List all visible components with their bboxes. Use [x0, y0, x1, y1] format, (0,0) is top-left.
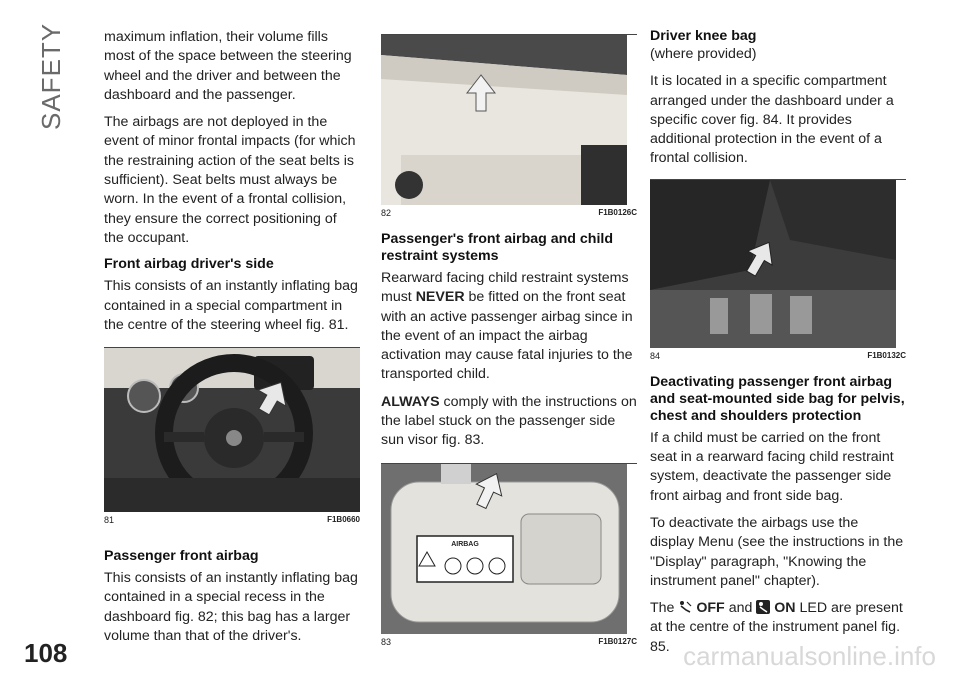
heading-driver-airbag: Front airbag driver's side — [104, 256, 274, 273]
steering-wheel-photo — [104, 348, 360, 512]
figure-81 — [104, 347, 360, 526]
page-number: 108 — [24, 638, 68, 668]
airbag-label-text: AIRBAG — [451, 540, 479, 548]
paragraph: This consists of an instantly inflating bag contained in a special recess in the dashboard fig. 82; this bag has a larger volume than that of the driver's. — [104, 570, 358, 645]
heading-subtitle: (where provided) — [650, 46, 757, 62]
paragraph: The OFF and ON LED are present at the centre of the instrument panel fig. 85. — [650, 600, 903, 655]
heading-deactivating: Deactivating passenger front airbag and seat-mounted side bag for pelvis, chest and shoulders protection — [650, 373, 905, 424]
column-3 — [650, 28, 906, 665]
paragraph: This consists of an instantly inflating bag contained in a special compartment in the centre of the steering wheel fig. 81. — [104, 278, 358, 333]
paragraph: ALWAYS comply with the instructions on the label stuck on the passenger side sun visor fig. 83. — [381, 393, 637, 449]
figure-number: 81 — [104, 515, 115, 526]
paragraph: It is located in a specific compartment arranged under the dashboard under a specific cover fig. 84. It provides additional protection in the event of a frontal collision. — [650, 73, 894, 167]
figure-code: F1B0660 — [327, 515, 360, 525]
figure-83 — [381, 463, 637, 648]
heading-knee-bag: Driver knee bag — [650, 28, 757, 44]
figure-number: 83 — [381, 636, 392, 647]
heading-child-restraint: Passenger's front airbag and child restraint systems — [381, 231, 614, 264]
watermark: carmanualsonline.info — [683, 641, 936, 671]
figure-84 — [650, 179, 906, 362]
figure-code: F1B0127C — [598, 636, 637, 646]
figure-code: F1B0132C — [867, 350, 906, 360]
airbag-off-icon — [678, 600, 692, 614]
airbag-on-icon — [756, 600, 770, 614]
sun-visor-photo — [381, 464, 637, 634]
paragraph: To deactivate the airbags use the display Menu (see the instructions in the "Display" paragraph, "Knowing the instrument panel" chapter). — [650, 514, 904, 589]
dashboard-photo — [381, 35, 637, 205]
paragraph: If a child must be carried on the front seat in a rearward facing child restraint system, deactivate the passenger side front airbag and front side bag. — [650, 429, 894, 504]
paragraph: The airbags are not deployed in the event of minor frontal impacts (for which the restraining action of the seat belts is sufficient). Seat belts must always be worn. In the event of a frontal collision, they ensure the correct positioning of the occupant. — [104, 114, 356, 246]
figure-number: 82 — [381, 208, 392, 218]
section-label: SAFETY — [36, 22, 66, 130]
figure-code: F1B0126C — [598, 208, 637, 217]
section-tab — [36, 22, 70, 130]
column-2 — [381, 34, 637, 656]
knee-bag-photo — [650, 180, 906, 348]
figure-number: 84 — [650, 350, 661, 361]
figure-82 — [381, 34, 637, 219]
heading-passenger-airbag: Passenger front airbag — [104, 548, 259, 565]
paragraph: maximum inflation, their volume fills most of the space between the steering wheel and the driver and between the dashboard and the passenger. — [104, 29, 352, 103]
paragraph: Rearward facing child restraint systems must NEVER be fitted on the front seat with an active passenger airbag since in the event of an impact the airbag activation may cause fatal injuries to the transported child. — [381, 270, 633, 383]
column-1 — [104, 28, 360, 654]
